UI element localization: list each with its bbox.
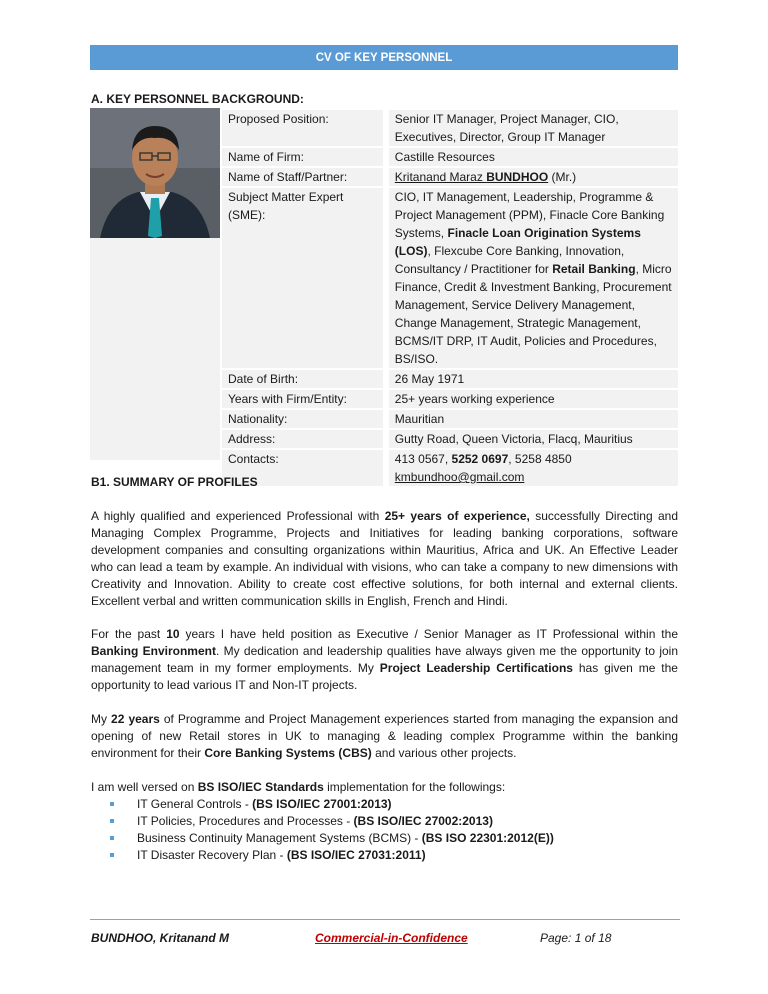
dob-value: 26 May 1971 (389, 370, 678, 388)
footer-confidential: Commercial-in-Confidence (315, 931, 468, 945)
sme-text-retail: Retail Banking (552, 262, 636, 276)
personnel-photo (90, 108, 220, 460)
years-value: 25+ years working experience (389, 390, 678, 408)
footer-page-number: Page: 1 of 18 (540, 931, 612, 945)
address-value: Gutty Road, Queen Victoria, Flacq, Mauritius (389, 430, 678, 448)
contact-phone-1: 413 0567, (394, 452, 452, 466)
staff-name: Kritanand Maraz (394, 170, 487, 184)
staff-value (389, 168, 678, 186)
row-staff (222, 168, 678, 186)
staff-surname: BUNDHOO (486, 170, 549, 184)
summary-paragraph-1: A highly qualified and experienced Professional with 25+ years of experience, successfully Directing and Managing Complex Programme, Projects and Initiatives for leading banking corporations, software development companies and consulting organizations within Mauritius, Africa and UK. An Effective Leader who can lead a team by example. An individual with visions, who can take a company to new dimensions with Creativity and Innovation. Ability to create cost effective solutions, for both internal and external clients. Excellent verbal and written communication skills in English, French and Hindi. (91, 509, 678, 608)
proposed-position-label: Proposed Position: (222, 110, 383, 146)
summary-paragraph-4: I am well versed on BS ISO/IEC Standards implementation for the followings: (91, 780, 506, 794)
row-address (222, 430, 678, 448)
contacts-label: Contacts: (222, 450, 383, 486)
staff-suffix: (Mr.) (548, 170, 577, 184)
bullet-icon (110, 836, 114, 840)
contact-email-link[interactable]: kmbundhoo@gmail.com (394, 470, 525, 484)
row-dob (222, 370, 678, 388)
personnel-info-table (222, 108, 678, 488)
bullet-icon (110, 853, 114, 857)
summary-paragraph-3: My 22 years of Programme and Project Management experiences started from managing the expansion and opening of new Retail stores in UK to managing & leading complex Programme within the banking environment for their Core Banking Systems (CBS) and various other projects. (91, 712, 678, 760)
list-item: IT Policies, Procedures and Processes - (BS ISO/IEC 27002:2013) (110, 813, 554, 830)
iso-standards-list (110, 796, 554, 864)
sme-text-los: Finacle Loan Origination Systems (LOS) (394, 226, 641, 258)
nationality-value: Mauritian (389, 410, 678, 428)
row-firm (222, 148, 678, 166)
contact-phone-2: 5252 0697 (451, 452, 509, 466)
section-a-heading: A. KEY PERSONNEL BACKGROUND: (91, 92, 304, 106)
dob-label: Date of Birth: (222, 370, 383, 388)
address-label: Address: (222, 430, 383, 448)
firm-label: Name of Firm: (222, 148, 383, 166)
footer-divider (90, 919, 680, 920)
cv-title-bar (90, 45, 678, 70)
row-nationality (222, 410, 678, 428)
sme-text-5: , Micro Finance, Credit & Investment Banking, Procurement Management, Service Delivery Management, Change Management, Strategic Management, BCMS/IT DRP, IT Audit, Policies and Procedures, BS/ISO. (394, 262, 672, 366)
row-sme (222, 188, 678, 368)
summary-paragraph-2: For the past 10 years I have held position as Executive / Senior Manager as IT Professional within the Banking Environment. My dedication and leadership qualities have always given me the opportunity to join management team in my former employments. My Project Leadership Certifications has given me the opportunity to lead various IT and Non-IT projects. (91, 627, 679, 692)
list-item: IT Disaster Recovery Plan - (BS ISO/IEC 27031:2011) (110, 847, 554, 864)
row-years (222, 390, 678, 408)
row-contacts (222, 450, 678, 486)
list-item: IT General Controls - (BS ISO/IEC 27001:2013) (110, 796, 554, 813)
contacts-value (389, 450, 678, 486)
contact-phone-3: , 5258 4850 (508, 452, 572, 466)
sme-text-3: , Flexcube Core Banking, Innovation, Consultancy / Practitioner for (394, 244, 625, 276)
sme-value (389, 188, 678, 368)
nationality-label: Nationality: (222, 410, 383, 428)
sme-label: Subject Matter Expert (SME): (222, 188, 383, 368)
row-proposed-position (222, 110, 678, 146)
section-b1-heading: B1. SUMMARY OF PROFILES (91, 475, 258, 489)
bullet-icon (110, 802, 114, 806)
proposed-position-value: Senior IT Manager, Project Manager, CIO, Executives, Director, Group IT Manager (389, 110, 678, 146)
cv-title: CV OF KEY PERSONNEL (315, 51, 453, 64)
footer-author: BUNDHOO, Kritanand M (91, 931, 229, 945)
bullet-icon (110, 819, 114, 823)
staff-label: Name of Staff/Partner: (222, 168, 383, 186)
sme-text-1: CIO, IT Management, Leadership, Programme & Project Management (PPM), Finacle Core Banking Systems, (394, 190, 665, 240)
list-item: Business Continuity Management Systems (BCMS) - (BS ISO 22301:2012(E)) (110, 830, 554, 847)
years-label: Years with Firm/Entity: (222, 390, 383, 408)
firm-value: Castille Resources (389, 148, 678, 166)
